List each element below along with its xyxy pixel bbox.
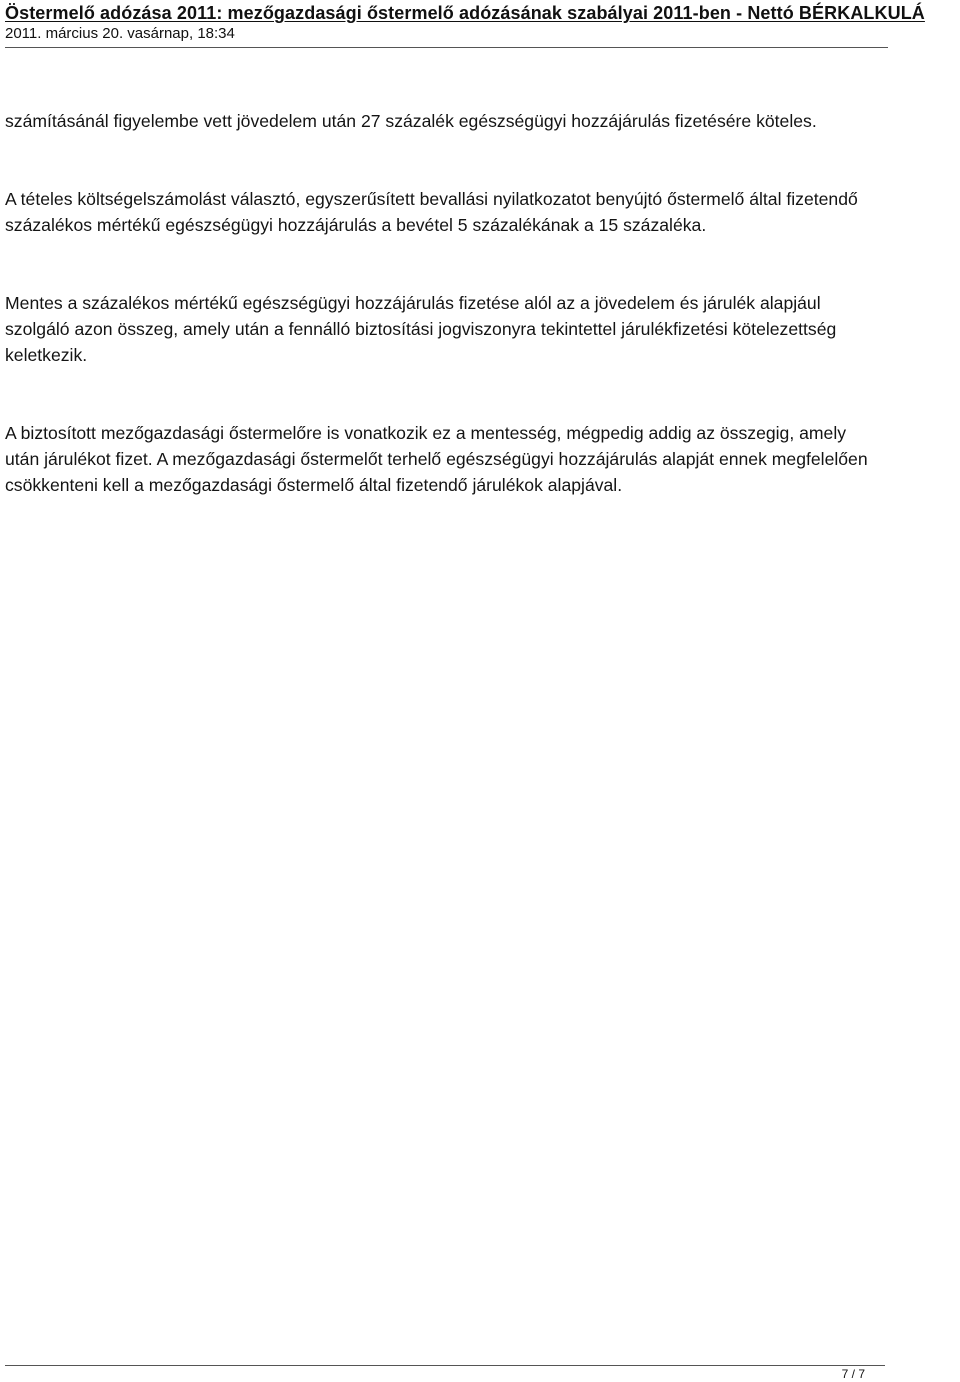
article-body <box>5 108 885 550</box>
header-divider <box>5 47 888 48</box>
paragraph-4: A biztosított mezőgazdasági őstermelőre is vonatkozik ez a mentesség, mégpedig addig az összegig, amely után járulékot fizet. A mezőgazdasági őstermelőt terhelő egészségügyi hozzájárulás alapját ennek megfelelően csökkenteni kell a mezőgazdasági őstermelő által fizetendő járulékok alapjával. <box>5 423 868 495</box>
paragraph-2: A tételes költségelszámolást választó, egyszerűsített bevallási nyilatkozatot benyújtó őstermelő által fizetendő százalékos mértékű egészségügyi hozzájárulás a bevétel 5 százalékának a 15 százaléka. <box>5 189 858 235</box>
page-number: 7 / 7 <box>841 1367 865 1381</box>
paragraph-1: számításánál figyelembe vett jövedelem után 27 százalék egészségügyi hozzájárulás fizetésére köteles. <box>5 111 817 131</box>
page-footer <box>5 1360 885 1382</box>
footer-divider <box>5 1365 885 1366</box>
paragraph-3: Mentes a százalékos mértékű egészségügyi hozzájárulás fizetése alól az a jövedelem és járulék alapjául szolgáló azon összeg, amely után a fennálló biztosítási jogviszonyra tekintettel járulékfizetési kötelezettség keletkezik. <box>5 293 837 365</box>
page-header <box>5 0 960 50</box>
page-title-link[interactable]: Östermelő adózása 2011: mezőgazdasági őstermelő adózásának szabályai 2011-ben - Nettó BÉRKALKULÁ <box>5 3 925 23</box>
publish-date: 2011. március 20. vasárnap, 18:34 <box>5 25 235 42</box>
